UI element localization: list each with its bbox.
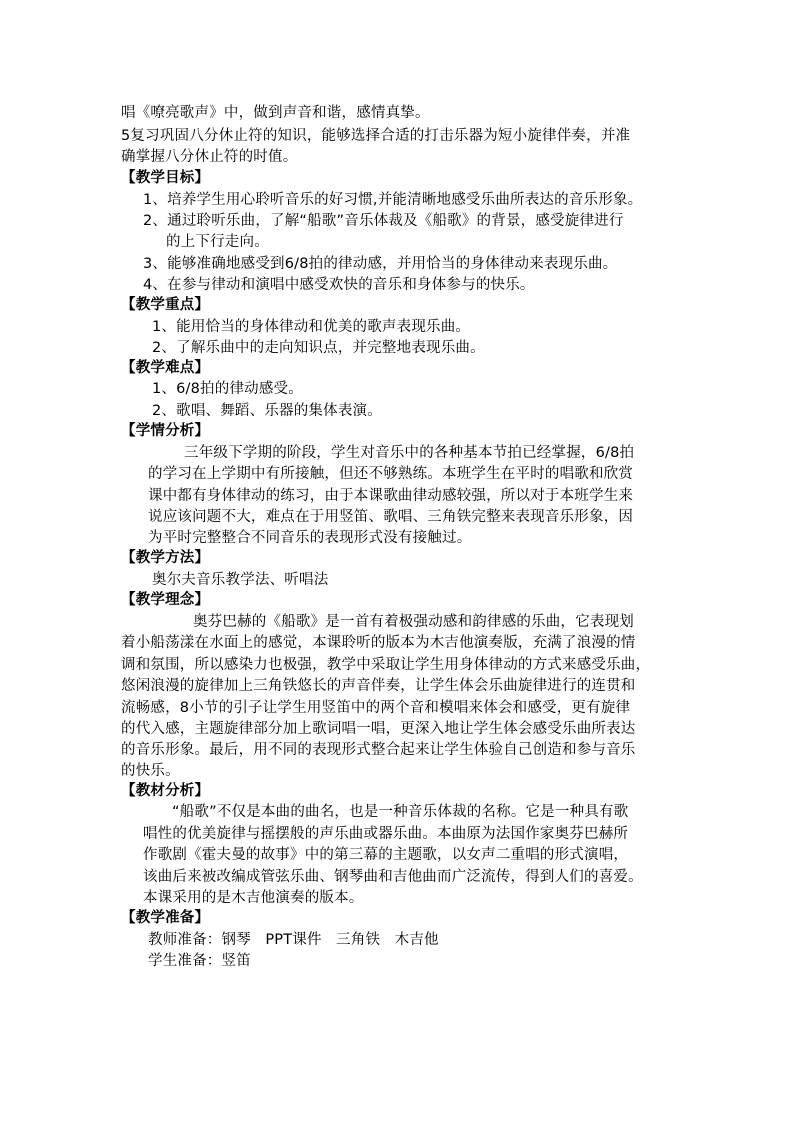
material-line: 该曲后来被改编成管弦乐曲、钢琴曲和吉他曲而广泛流传，得到人们的喜爱。 xyxy=(143,869,643,885)
section-heading-difficulties: 【教学难点】 xyxy=(121,360,210,376)
philosophy-line: 奥芬巴赫的《船歌》是一首有着极强动感和韵律感的乐曲，它表现划 xyxy=(193,614,634,630)
section-heading-preparation: 【教学准备】 xyxy=(121,910,210,926)
section-heading-key-points: 【教学重点】 xyxy=(121,297,210,313)
goal-line: 4、在参与律动和演唱中感受欢快的音乐和身体参与的快乐。 xyxy=(143,277,535,293)
section-heading-material: 【教材分析】 xyxy=(121,783,210,799)
student-analysis-line: 三年级下学期的阶段，学生对音乐中的各种基本节拍已经掌握，6/8拍 xyxy=(184,445,635,461)
difficulty-line: 1、6/8拍的律动感受。 xyxy=(152,381,303,397)
material-line: 作歌剧《霍夫曼的故事》中的第三幕的主题歌，以女声二重唱的形式演唱， xyxy=(143,847,629,863)
key-point-line: 2、了解乐曲中的走向知识点，并完整地表现乐曲。 xyxy=(152,340,485,356)
philosophy-line: 悠闲浪漫的旋律加上三角铁悠长的声音伴奏，让学生体会乐曲旋律进行的连贯和 xyxy=(121,678,636,694)
section-heading-student-analysis: 【学情分析】 xyxy=(121,423,210,439)
material-line: 唱性的优美旋律与摇摆般的声乐曲或器乐曲。本曲原为法国作家奥芬巴赫所 xyxy=(143,826,629,842)
section-heading-goals: 【教学目标】 xyxy=(121,170,210,186)
goal-line: 1、培养学生用心聆听音乐的好习惯,并能清晰地感受乐曲所表达的音乐形象。 xyxy=(143,192,643,208)
method-line: 奥尔夫音乐教学法、听唱法 xyxy=(152,572,329,588)
material-line: “船歌”不仅是本曲的曲名，也是一种音乐体裁的名称。它是一种具有歌 xyxy=(172,804,629,820)
section-heading-methods: 【教学方法】 xyxy=(121,550,210,566)
philosophy-line: 的音乐形象。最后，用不同的表现形式整合起来让学生体验自己创造和参与音乐 xyxy=(121,742,636,758)
preparation-line: 学生准备：竖笛 xyxy=(148,953,251,969)
student-analysis-line: 为平时完整整合不同音乐的表现形式没有接触过。 xyxy=(148,530,472,546)
intro-line: 5复习巩固八分休止符的知识，能够选择合适的打击乐器为短小旋律伴奏，并准 xyxy=(121,128,631,144)
philosophy-line: 着小船荡漾在水面上的感觉，本课聆听的版本为木吉他演奏版，充满了浪漫的情 xyxy=(121,635,636,651)
philosophy-line: 的代入感，主题旋律部分加上歌词唱一唱，更深入地让学生体会感受乐曲所表达 xyxy=(121,721,636,737)
goal-line: 2、通过聆听乐曲，了解“船歌”音乐体裁及《船歌》的背景，感受旋律进行 xyxy=(143,213,624,229)
key-point-line: 1、能用恰当的身体律动和优美的歌声表现乐曲。 xyxy=(152,319,471,335)
preparation-line: 教师准备：钢琴 PPT课件 三角铁 木吉他 xyxy=(148,932,439,948)
philosophy-line: 流畅感，8小节的引子让学生用竖笛中的两个音和模唱来体会和感受，更有旋律 xyxy=(121,700,631,716)
material-line: 本课采用的是木吉他演奏的版本。 xyxy=(143,890,364,906)
student-analysis-line: 课中都有身体律动的练习，由于本课歌曲律动感较强，所以对于本班学生来 xyxy=(148,488,634,504)
goal-line: 的上下行走向。 xyxy=(166,234,269,250)
philosophy-line: 的快乐。 xyxy=(121,763,180,779)
philosophy-line: 调和氛围，所以感染力也极强，教学中采取让学生用身体律动的方式来感受乐曲， xyxy=(121,657,651,673)
intro-line: 唱《嘹亮歌声》中，做到声音和谐，感情真挚。 xyxy=(121,105,430,121)
section-heading-philosophy: 【教学理念】 xyxy=(121,592,210,608)
goal-line: 3、能够准确地感受到6/8拍的律动感，并用恰当的身体律动来表现乐曲。 xyxy=(143,256,618,272)
student-analysis-line: 的学习在上学期中有所接触，但还不够熟练。本班学生在平时的唱歌和欣赏 xyxy=(148,466,634,482)
student-analysis-line: 说应该问题不大，难点在于用竖笛、歌唱、三角铁完整来表现音乐形象，因 xyxy=(148,509,634,525)
difficulty-line: 2、歌唱、舞蹈、乐器的集体表演。 xyxy=(152,403,382,419)
intro-line: 确掌握八分休止符的时值。 xyxy=(121,149,298,165)
